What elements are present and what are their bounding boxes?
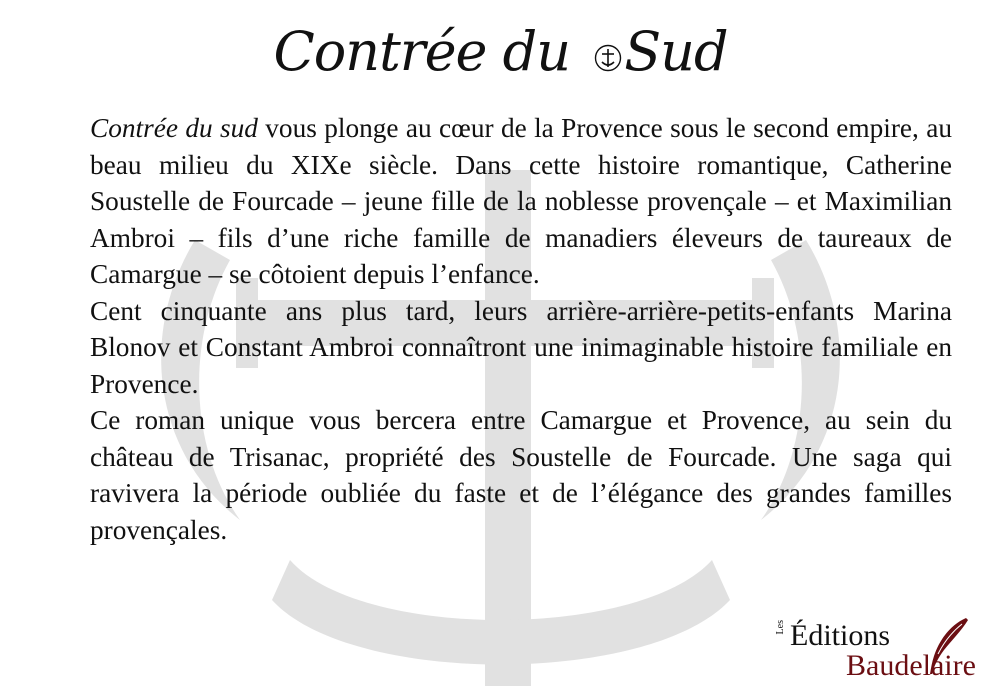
page-title xyxy=(0,12,1001,92)
title-part-2: Sud xyxy=(624,20,728,83)
paragraph-1 xyxy=(90,110,952,293)
camargue-cross-icon xyxy=(594,44,622,72)
paragraph-2: Cent cinquante ans plus tard, leurs arrière-arrière-petits-enfants Marina Blonov et Constant Ambroi connaîtront une inimaginable histoire familiale en Provence. xyxy=(90,295,952,399)
publisher-logo xyxy=(776,618,996,684)
paragraph-3: Ce roman unique vous bercera entre Camargue et Provence, au sein du château de Trisanac, propriété des Soustelle de Fourcade. Une saga qui ravivera la période oubliée du faste et de l’élégance des grandes familles provençales. xyxy=(90,405,952,545)
paragraph-1-text: vous plonge au cœur de la Provence sous le second empire, au beau milieu du XIXe siècle. Dans cette histoire romantique, Catherine Soustelle de Fourcade – jeune fille de la noblesse provençale – et Maximilian Ambroi – fils d’une riche famille de manadiers éleveurs de taureaux de Camargue – se côtoient depuis l’enfance. xyxy=(90,113,952,289)
title-part-1: Contrée du xyxy=(273,20,587,83)
publisher-les: Les xyxy=(775,620,786,635)
publisher-editions: Éditions xyxy=(790,619,891,652)
book-title-italic: Contrée du sud xyxy=(90,113,258,143)
quill-icon xyxy=(922,616,972,678)
description-text xyxy=(90,110,952,548)
publisher-name: Baudelaire xyxy=(846,649,976,682)
